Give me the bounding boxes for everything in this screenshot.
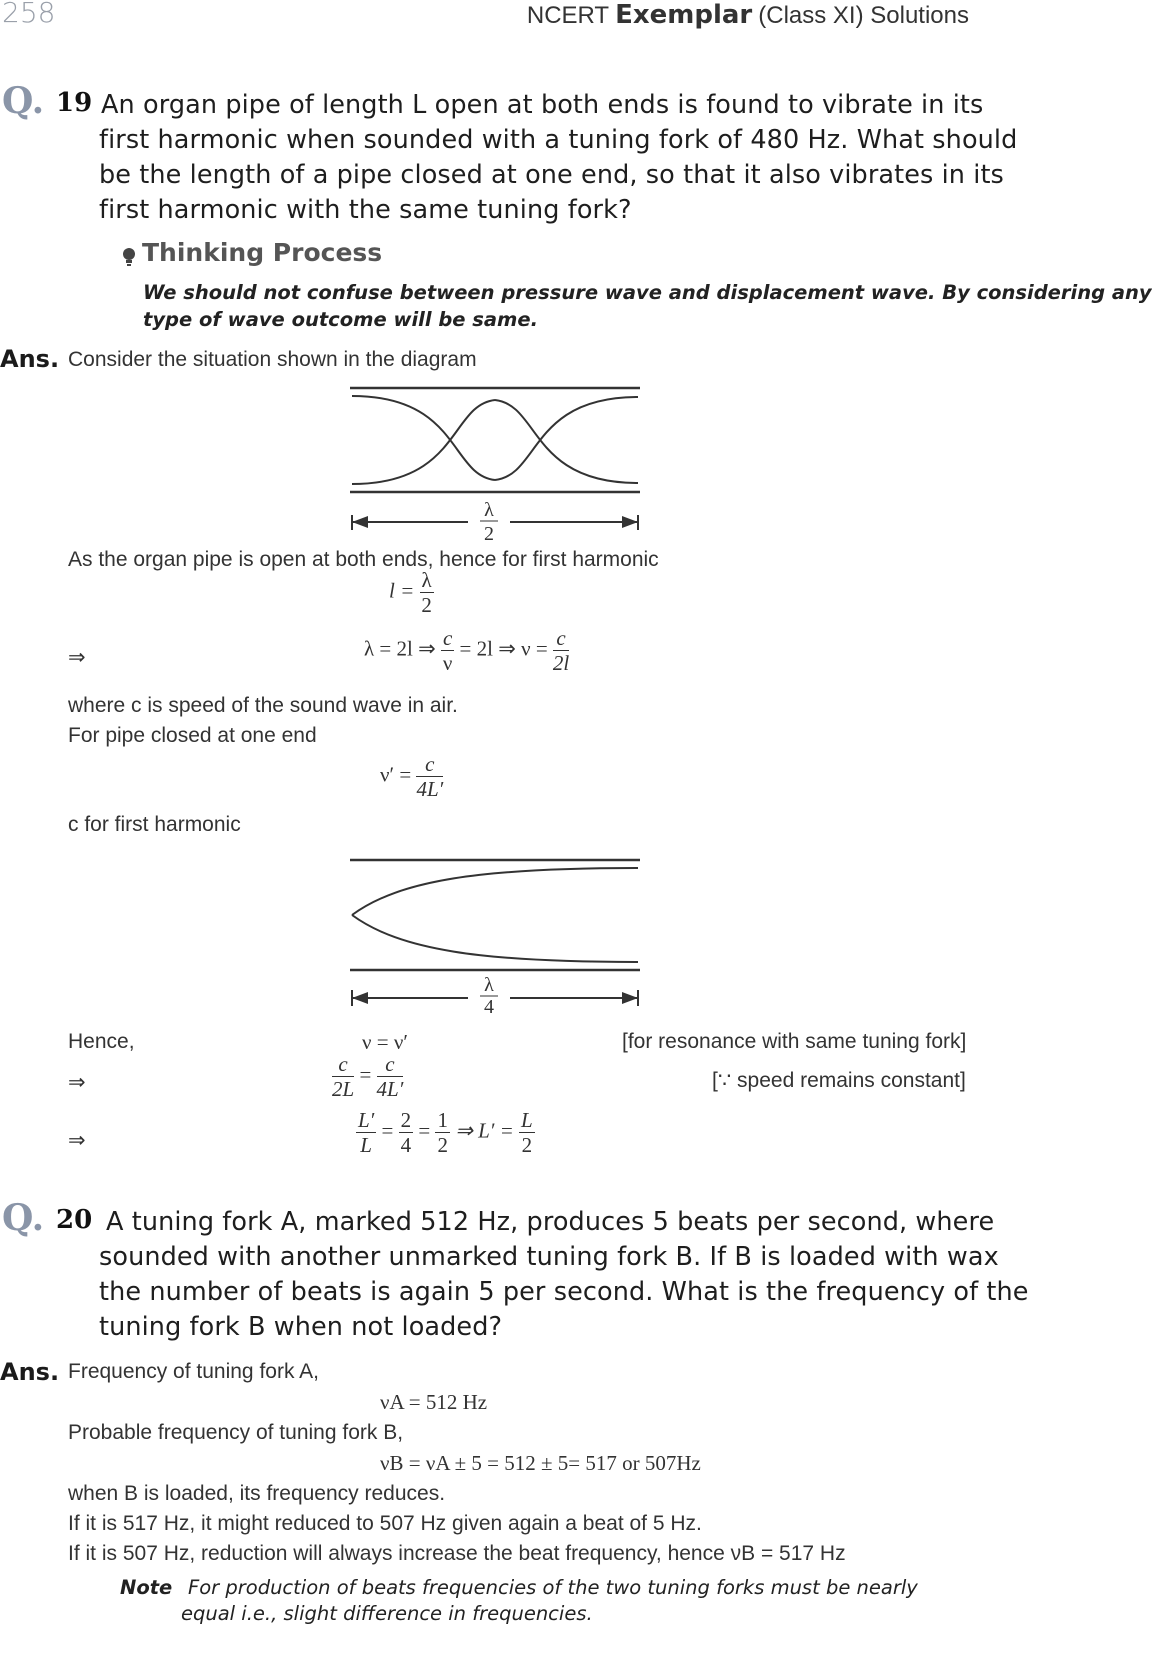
thinking-process-title: Thinking Process: [142, 238, 383, 267]
equation-nu-a: νA = 512 Hz: [380, 1390, 488, 1414]
question-line: be the length of a pipe closed at one end, so that it also vibrates in its: [99, 160, 1004, 190]
open-pipe-text: As the organ pipe is open at both ends, hence for first harmonic: [68, 548, 659, 571]
equation-c-ratio: $\frac{c}{2L}$ = $\frac{c}{4L'}$: [332, 1052, 404, 1101]
question-marker: Q.: [2, 1197, 45, 1239]
answer-intro: Consider the situation shown in the diagram: [68, 348, 477, 371]
question-marker: Q.: [2, 80, 45, 122]
equation-nu-b: νB = νA ± 5 = 512 ± 5= 517 or 507Hz: [380, 1451, 701, 1475]
lightbulb-icon: [122, 246, 136, 275]
implies-symbol: ⇒: [68, 1128, 86, 1152]
answer-label: Ans.: [0, 345, 60, 373]
lambda-symbol: λ: [484, 974, 494, 996]
displacement-curve-1: [352, 868, 638, 915]
question-line: tuning fork B when not loaded?: [99, 1312, 503, 1342]
question-line: A tuning fork A, marked 512 Hz, produces 5 beats per second, where: [106, 1207, 995, 1237]
closed-pipe-diagram: [340, 850, 650, 1018]
closed-pipe-text: For pipe closed at one end: [68, 724, 317, 747]
equation-length-ratio: $\frac{L'}{L}$ = $\frac{2}{4}$ = $\frac{1}{2}$ ⇒ L′ = $\frac{L}{2}$: [358, 1108, 533, 1157]
where-text: where c is speed of the sound wave in air.: [68, 694, 458, 717]
running-header: [527, 0, 969, 30]
answer-line: If it is 517 Hz, it might reduced to 507 Hz given again a beat of 5 Hz.: [68, 1512, 702, 1535]
equation-nu-equal: ν = ν′: [362, 1030, 408, 1054]
header-bold: Exemplar: [615, 0, 753, 30]
displacement-curve-1: [352, 396, 638, 483]
answer-line: when B is loaded, its frequency reduces.: [68, 1482, 446, 1505]
header-prefix: NCERT: [526, 2, 610, 29]
equation-lambda: λ = 2l ⇒ $\frac{c}{\nu}$ = 2l ⇒ ν = $\frac{c}{2l}$: [364, 626, 570, 675]
question-number: 19: [56, 88, 93, 118]
c-first-harmonic: c for first harmonic: [68, 813, 241, 836]
note-label: Note: [120, 1576, 173, 1599]
question-line: first harmonic with the same tuning fork?: [99, 195, 632, 225]
equation-nu-prime: ν′ = $\frac{c}{4L'}$: [380, 752, 444, 801]
thinking-line: We should not confuse between pressure wave and displacement wave. By considering any: [143, 281, 1152, 304]
answer-line: Frequency of tuning fork A,: [68, 1360, 319, 1383]
denominator-2: 2: [484, 523, 494, 545]
equation-l: l = $\frac{\lambda}{2}$: [389, 568, 432, 617]
answer-label: Ans.: [0, 1358, 60, 1386]
displacement-curve-2: [352, 397, 638, 484]
lambda-symbol: λ: [484, 499, 494, 521]
note-line: For production of beats frequencies of the two tuning forks must be nearly: [188, 1576, 918, 1599]
speed-note: [∵ speed remains constant]: [712, 1069, 966, 1092]
implies-symbol: ⇒: [68, 1070, 86, 1094]
open-pipe-diagram: [340, 380, 650, 545]
answer-line: Probable frequency of tuning fork B,: [68, 1421, 404, 1444]
question-line: sounded with another unmarked tuning fork B. If B is loaded with wax: [99, 1242, 999, 1272]
question-number: 20: [56, 1205, 93, 1235]
answer-line: If it is 507 Hz, reduction will always increase the beat frequency, hence νB = 517 Hz: [68, 1542, 846, 1565]
header-suffix: (Class XI) Solutions: [758, 2, 969, 29]
displacement-curve-2: [352, 915, 638, 962]
question-line: An organ pipe of length L open at both ends is found to vibrate in its: [101, 90, 984, 120]
question-line: first harmonic when sounded with a tuning fork of 480 Hz. What should: [99, 125, 1018, 155]
implies-symbol: ⇒: [68, 645, 86, 669]
thinking-line: type of wave outcome will be same.: [143, 308, 539, 331]
hence-text: Hence,: [68, 1030, 135, 1053]
page-number: 258: [2, 0, 56, 29]
resonance-note: [for resonance with same tuning fork]: [622, 1030, 967, 1053]
question-line: the number of beats is again 5 per second. What is the frequency of the: [99, 1277, 1029, 1307]
note-line: equal i.e., slight difference in frequencies.: [181, 1602, 593, 1625]
denominator-4: 4: [484, 996, 494, 1018]
